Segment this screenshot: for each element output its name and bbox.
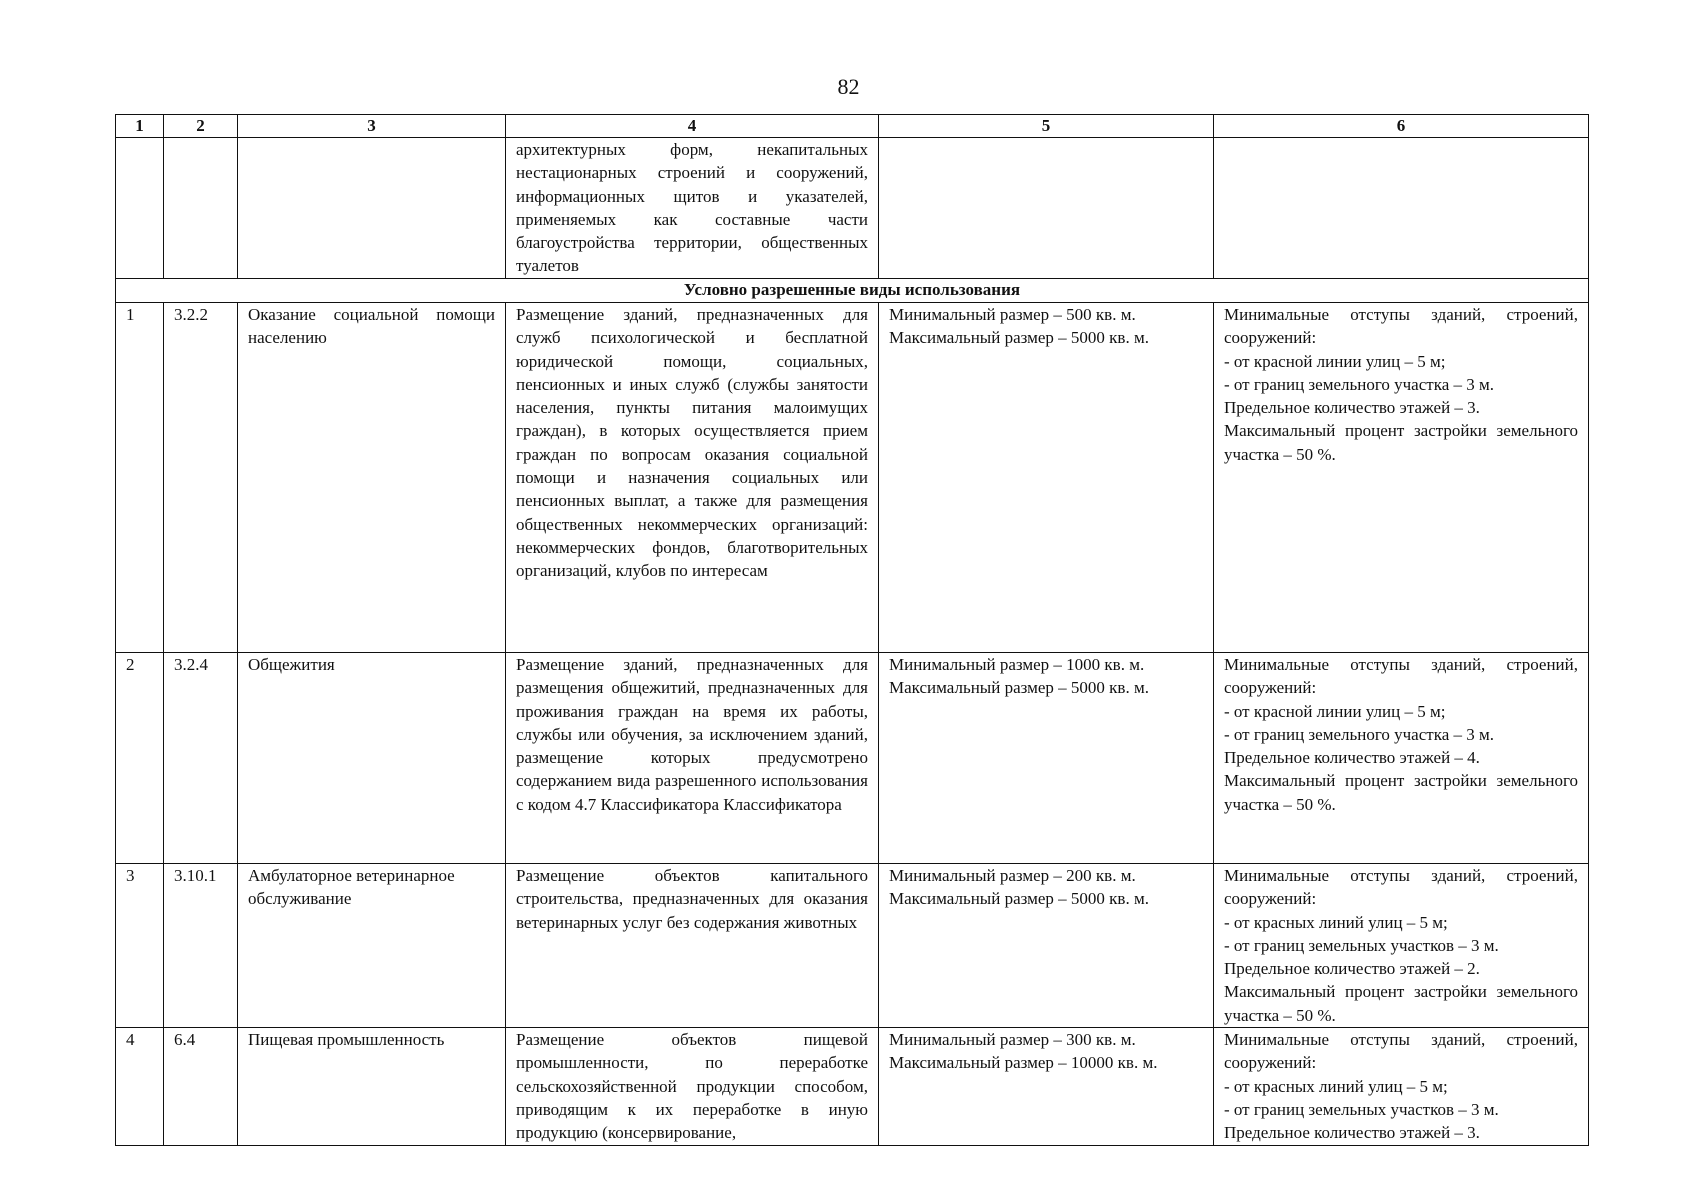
row-number: 1: [116, 303, 164, 653]
row-params: Минимальные отступы зданий, строений, сооружений: - от красных линий улиц – 5 м; - от границ земельных участков – 3 м. Предельное количество этажей – 3.: [1214, 1028, 1589, 1145]
section-title: Условно разрешенные виды использования: [116, 279, 1589, 303]
column-header-2: 2: [164, 115, 238, 138]
row-name: Пищевая промышленность: [238, 1028, 506, 1145]
row-size: Минимальный размер – 500 кв. м. Максимальный размер – 5000 кв. м.: [879, 303, 1214, 653]
row-description: Размещение зданий, предназначенных для размещения общежитий, предназначенных для проживания граждан на время их работы, службы или обучения, за исключением зданий, размещение которых предусмотрено содержанием вида разрешенного использования с кодом 4.7 Классификатора Классификатора: [506, 653, 879, 864]
row-code: 3.10.1: [164, 864, 238, 1028]
column-header-4: 4: [506, 115, 879, 138]
row-code: 3.2.4: [164, 653, 238, 864]
table-row: [116, 303, 1589, 653]
table-cell: [238, 138, 506, 279]
row-number: 2: [116, 653, 164, 864]
row-size: Минимальный размер – 300 кв. м. Максимальный размер – 10000 кв. м.: [879, 1028, 1214, 1145]
row-description: Размещение зданий, предназначенных для служб психологической и бесплатной юридической помощи, социальных, пенсионных и иных служб (службы занятости населения, пункты питания малоимущих граждан), в которых осуществляется прием граждан по вопросам оказания социальной помощи и назначения социальных или пенсионных выплат, а также для размещения общественных некоммерческих организаций: некоммерческих фондов, благотворительных организаций, клубов по интересам: [506, 303, 879, 653]
row-params: Минимальные отступы зданий, строений, сооружений: - от красной линии улиц – 5 м; - от границ земельного участка – 3 м. Предельное количество этажей – 4. Максимальный процент застройки земельного участка – 50 %.: [1214, 653, 1589, 864]
table-row: [116, 653, 1589, 864]
row-number: 3: [116, 864, 164, 1028]
continuation-text: архитектурных форм, некапитальных нестационарных строений и сооружений, информационных щитов и указателей, применяемых как составные части благоустройства территории, общественных туалетов: [506, 138, 879, 279]
row-name: Оказание социальной помощи населению: [238, 303, 506, 653]
row-description: Размещение объектов капитального строительства, предназначенных для оказания ветеринарных услуг без содержания животных: [506, 864, 879, 1028]
table-cell: [1214, 138, 1589, 279]
table-row: [116, 1028, 1589, 1145]
column-header-1: 1: [116, 115, 164, 138]
row-size: Минимальный размер – 200 кв. м. Максимальный размер – 5000 кв. м.: [879, 864, 1214, 1028]
row-name: Амбулаторное ветеринарное обслуживание: [238, 864, 506, 1028]
row-size: Минимальный размер – 1000 кв. м. Максимальный размер – 5000 кв. м.: [879, 653, 1214, 864]
row-params: Минимальные отступы зданий, строений, сооружений: - от красной линии улиц – 5 м; - от границ земельного участка – 3 м. Предельное количество этажей – 3. Максимальный процент застройки земельного участка – 50 %.: [1214, 303, 1589, 653]
header-row: [116, 115, 1589, 138]
table-cell: [164, 138, 238, 279]
section-header-row: [116, 279, 1589, 303]
row-description: Размещение объектов пищевой промышленности, по переработке сельскохозяйственной продукции способом, приводящим к их переработке в иную продукцию (консервирование,: [506, 1028, 879, 1145]
column-header-5: 5: [879, 115, 1214, 138]
land-use-table: [115, 114, 1589, 1146]
column-header-6: 6: [1214, 115, 1589, 138]
column-header-3: 3: [238, 115, 506, 138]
row-name: Общежития: [238, 653, 506, 864]
row-code: 3.2.2: [164, 303, 238, 653]
table-cell: [116, 138, 164, 279]
table-cell: [879, 138, 1214, 279]
table-row: [116, 864, 1589, 1028]
row-number: 4: [116, 1028, 164, 1145]
continuation-row: [116, 138, 1589, 279]
page-number: 82: [837, 74, 860, 99]
row-code: 6.4: [164, 1028, 238, 1145]
row-params: Минимальные отступы зданий, строений, сооружений: - от красных линий улиц – 5 м; - от границ земельных участков – 3 м. Предельное количество этажей – 2. Максимальный процент застройки земельного участка – 50 %.: [1214, 864, 1589, 1028]
